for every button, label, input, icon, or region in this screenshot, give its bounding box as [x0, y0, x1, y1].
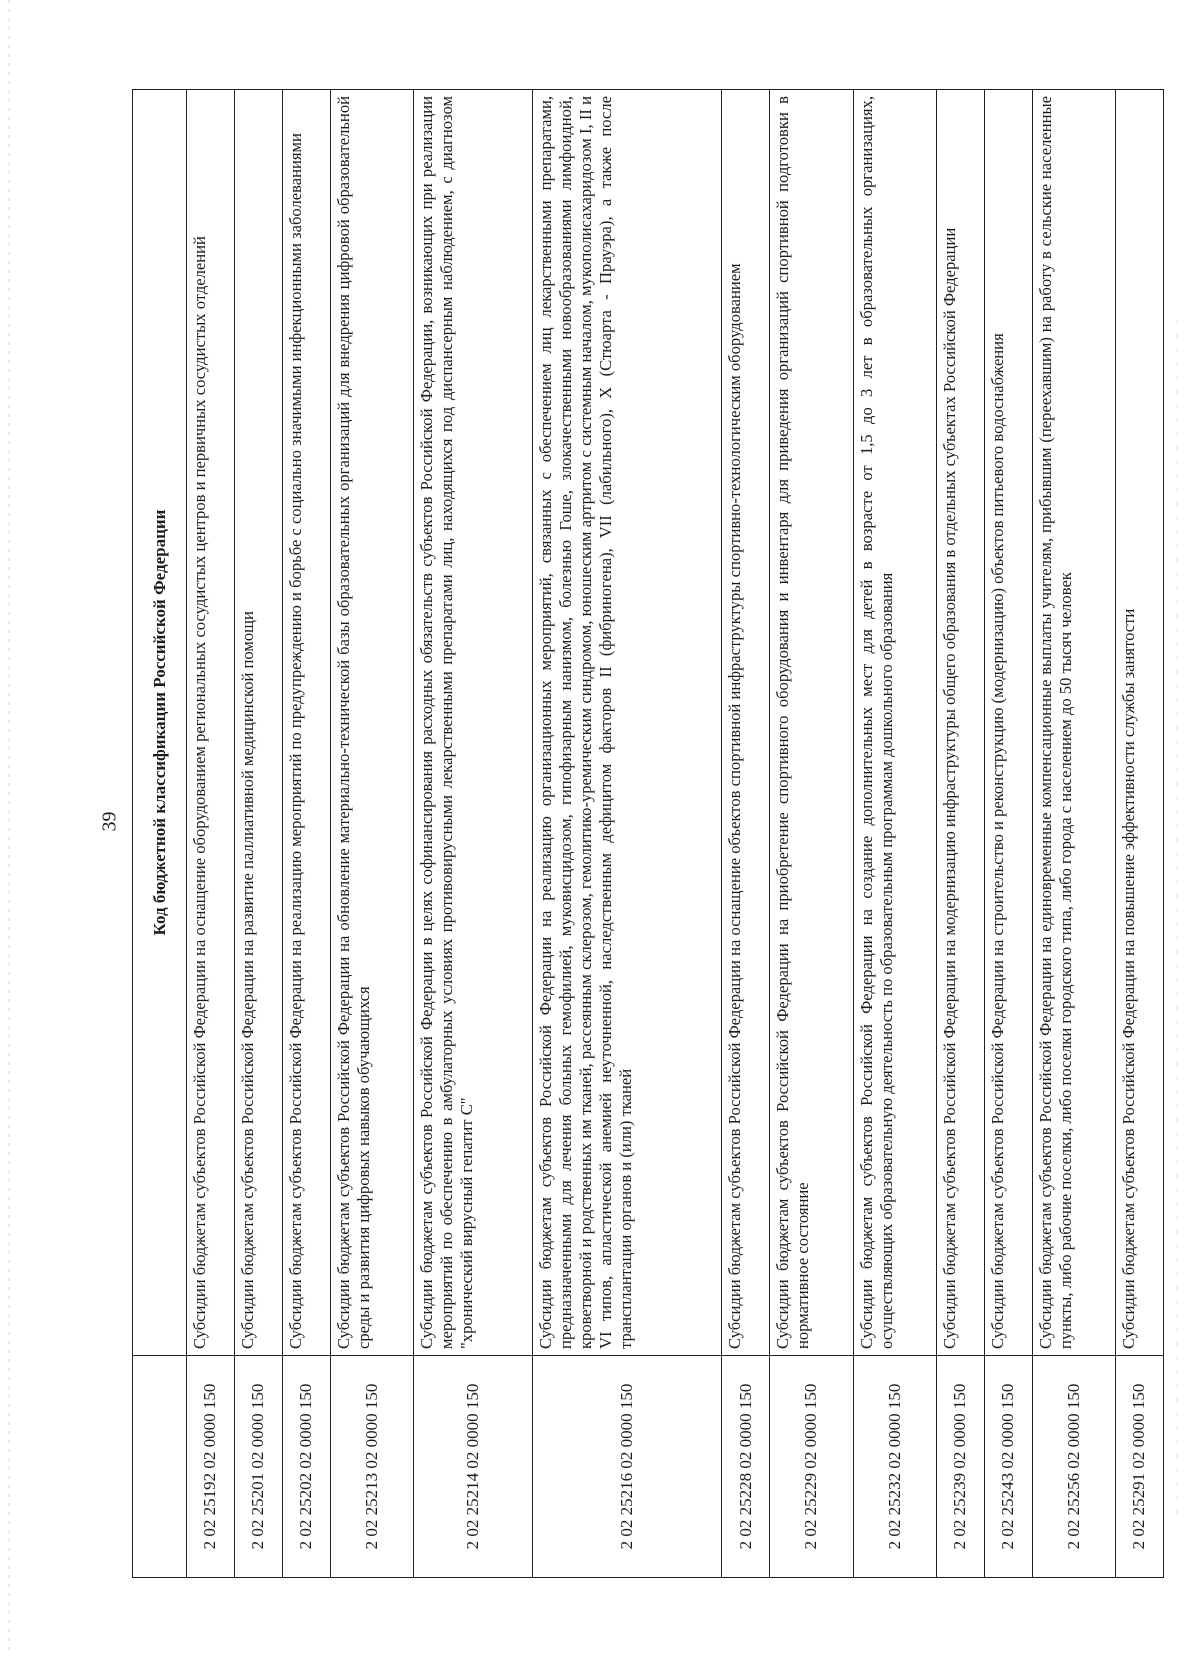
table-row [1032, 90, 1115, 1578]
row-code: 2 02 25192 02 0000 150 [187, 1356, 235, 1578]
header-code-cell [133, 1356, 187, 1578]
table-row [532, 90, 722, 1578]
row-description: Субсидии бюджетам субъектов Российской Федерации на приобретение спортивного оборудования и инвентаря для приведения организаций спортивной подготовки в нормативное состояние [770, 90, 853, 1356]
row-description: Субсидии бюджетам субъектов Российской Федерации на создание дополнительных мест для детей в возрасте от 1,5 до 3 лет в образовательных организациях, осуществляющих образовательную деятельность по образовательным программам дошкольного образования [853, 90, 936, 1356]
table-row [330, 90, 413, 1578]
row-code: 2 02 25291 02 0000 150 [1115, 1356, 1163, 1578]
row-description: Субсидии бюджетам субъектов Российской Федерации на реализацию организационных мероприятий, связанных с обеспечением лиц лекарственными препаратами, предназначенными для лечения больных гемофилией, муковисцидозом, гипофизарным нанизмом, болезнью Гоше, злокачественными новообразованиями лимфоидной, кроветворной и родственных им тканей, рассеянным склерозом, гемолитико-уремическим синдромом, юношеским артритом с системным началом, мукополисахаридозом I, II и VI типов, апластической анемией неуточненной, наследственным дефицитом факторов II (фибриногена), VII (лабильного), X (Стюарта - Прауэра), а также после трансплантации органов и (или) тканей [532, 90, 722, 1356]
row-description: Субсидии бюджетам субъектов Российской Федерации на модернизацию инфраструктуры общего образования в отдельных субъектах Российской Федерации [936, 90, 984, 1356]
row-description: Субсидии бюджетам субъектов Российской Федерации на реализацию мероприятий по предупреждению и борьбе с социально значимыми инфекционными заболеваниями [282, 90, 330, 1356]
row-description: Субсидии бюджетам субъектов Российской Федерации на оснащение объектов спортивной инфраструктуры спортивно-технологическим оборудованием [722, 90, 770, 1356]
page-number: 39 [98, 811, 121, 832]
row-description: Субсидии бюджетам субъектов Российской Федерации на оснащение оборудованием региональных сосудистых центров и первичных сосудистых отделений [187, 90, 235, 1356]
row-code: 2 02 25239 02 0000 150 [936, 1356, 984, 1578]
row-code: 2 02 25256 02 0000 150 [1032, 1356, 1115, 1578]
table-row [722, 90, 770, 1578]
row-code: 2 02 25213 02 0000 150 [330, 1356, 413, 1578]
row-code: 2 02 25232 02 0000 150 [853, 1356, 936, 1578]
table-row [234, 90, 282, 1578]
row-code: 2 02 25214 02 0000 150 [413, 1356, 532, 1578]
row-description: Субсидии бюджетам субъектов Российской Федерации на строительство и реконструкцию (модернизацию) объектов питьевого водоснабжения [984, 90, 1032, 1356]
row-description: Субсидии бюджетам субъектов Российской Федерации в целях софинансирования расходных обязательств субъектов Российской Федерации, возникающих при реализации мероприятий по обеспечению в амбулаторных условиях противовирусными лекарственными препаратами лиц, находящихся под диспансерным наблюдением, с диагнозом "хронический вирусный гепатит С" [413, 90, 532, 1356]
table-row [187, 90, 235, 1578]
row-description: Субсидии бюджетам субъектов Российской Федерации на единовременные компенсационные выплаты учителям, прибывшим (переехавшим) на работу в сельские населенные пункты, либо рабочие поселки, либо поселки городского типа, либо города с населением до 50 тысяч человек [1032, 90, 1115, 1356]
row-code: 2 02 25243 02 0000 150 [984, 1356, 1032, 1578]
row-description: Субсидии бюджетам субъектов Российской Федерации на повышение эффективности службы занятости [1115, 90, 1163, 1356]
row-code: 2 02 25216 02 0000 150 [532, 1356, 722, 1578]
table-row [1115, 90, 1163, 1578]
row-code: 2 02 25228 02 0000 150 [722, 1356, 770, 1578]
table-row [282, 90, 330, 1578]
row-code: 2 02 25202 02 0000 150 [282, 1356, 330, 1578]
budget-classification-table [132, 89, 1164, 1578]
table-header-row [133, 90, 187, 1578]
row-code: 2 02 25229 02 0000 150 [770, 1356, 853, 1578]
table-row [853, 90, 936, 1578]
table-row [413, 90, 532, 1578]
row-description: Субсидии бюджетам субъектов Российской Федерации на обновление материально-технической базы образовательных организаций для внедрения цифровой образовательной среды и развития цифровых навыков обучающихся [330, 90, 413, 1356]
row-code: 2 02 25201 02 0000 150 [234, 1356, 282, 1578]
scan-edge-right [1176, 320, 1178, 1520]
table-row [770, 90, 853, 1578]
header-title-cell: Код бюджетной классификации Российской Федерации [133, 90, 187, 1356]
row-description: Субсидии бюджетам субъектов Российской Федерации на развитие паллиативной медицинской помощи [234, 90, 282, 1356]
table-row [936, 90, 984, 1578]
rotated-table-container [132, 90, 1164, 1578]
scan-edge-left [8, 0, 10, 1656]
table-row [984, 90, 1032, 1578]
